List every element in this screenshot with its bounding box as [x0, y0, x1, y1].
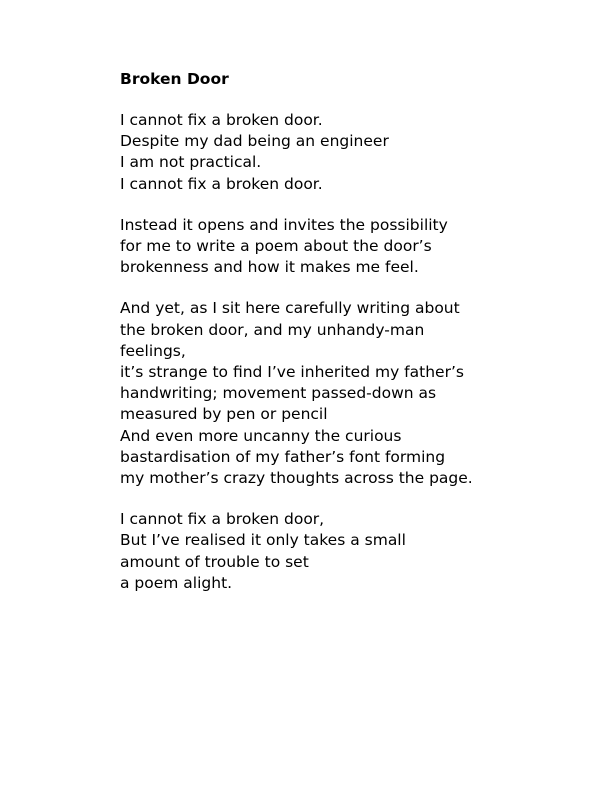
poem-line: amount of trouble to set	[120, 552, 309, 571]
poem-line: for me to write a poem about the door’s	[120, 237, 432, 256]
poem-line: I cannot fix a broken door.	[120, 111, 323, 129]
poem-line: I cannot fix a broken door.	[120, 174, 323, 193]
poem-line: I cannot fix a broken door,	[120, 510, 325, 529]
poem-title: Broken Door	[120, 70, 229, 88]
poem-line: it’s strange to find I’ve inherited my father’s	[120, 363, 464, 382]
poem-line: feelings,	[120, 341, 186, 360]
poem-line: my mother’s crazy thoughts across the page.	[120, 469, 473, 488]
poem-line: a poem alight.	[120, 573, 233, 592]
poem-line: bastardisation of my father’s font forming	[120, 447, 446, 466]
stanza-1	[120, 110, 560, 195]
stanza-4	[120, 509, 560, 594]
poem-line: I am not practical.	[120, 153, 262, 172]
poem-line: measured by pen or pencil	[120, 405, 328, 424]
stanza-3	[120, 298, 560, 489]
poem	[120, 68, 560, 614]
poem-line: the broken door, and my unhandy-man	[120, 320, 425, 339]
poem-line: handwriting; movement passed-down as	[120, 384, 437, 403]
poem-line: brokenness and how it makes me feel.	[120, 258, 419, 277]
poem-line: Instead it opens and invites the possibility	[120, 215, 448, 234]
poem-line: But I’ve realised it only takes a small	[120, 531, 406, 550]
poem-line: And yet, as I sit here carefully writing about	[120, 299, 460, 318]
stanza-2	[120, 215, 560, 279]
poem-line: And even more uncanny the curious	[120, 426, 402, 445]
poem-line: Despite my dad being an engineer	[120, 132, 389, 151]
